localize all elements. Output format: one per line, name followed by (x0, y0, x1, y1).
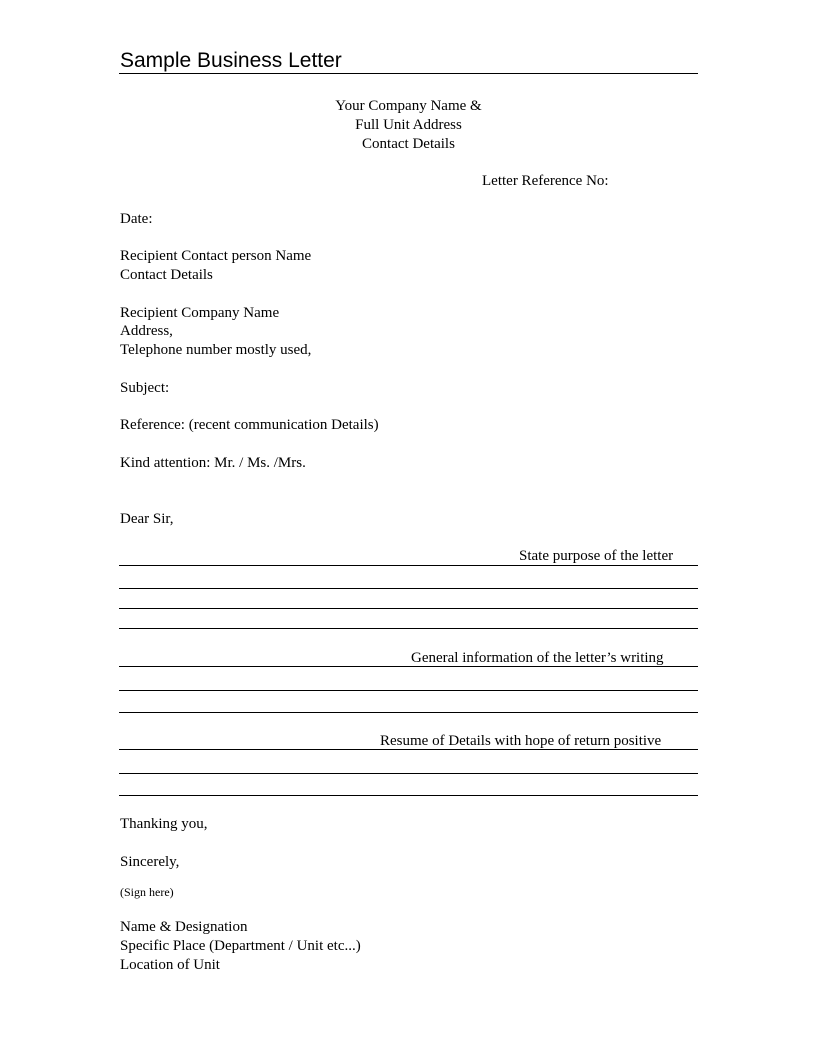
body-rule (119, 608, 698, 609)
document-title: Sample Business Letter (120, 49, 342, 72)
recipient-name: Recipient Contact person Name (120, 248, 312, 264)
salutation: Dear Sir, (120, 511, 174, 527)
reference-line: Reference: (recent communication Details) (120, 417, 379, 433)
general-info-label: General information of the letter’s writing (411, 650, 664, 666)
body-rule (119, 690, 698, 691)
recipient-contact: Contact Details (120, 267, 213, 283)
signatory-name: Name & Designation (120, 919, 248, 935)
recipient-address: Address, (120, 323, 173, 339)
thanks-line: Thanking you, (120, 816, 208, 832)
body-rule (119, 666, 698, 667)
purpose-label: State purpose of the letter (519, 548, 674, 564)
body-rule (119, 628, 698, 629)
attention-line: Kind attention: Mr. / Ms. /Mrs. (120, 455, 306, 471)
body-rule (119, 588, 698, 589)
company-name-line: Your Company Name & (335, 98, 482, 114)
recipient-telephone: Telephone number mostly used, (120, 342, 312, 358)
recipient-company: Recipient Company Name (120, 305, 280, 321)
signatory-location: Location of Unit (120, 957, 220, 973)
body-rule (119, 749, 698, 750)
body-rule (119, 795, 698, 796)
date-line: Date: (120, 211, 153, 227)
company-contact-line: Contact Details (362, 136, 455, 152)
letter-reference-no: Letter Reference No: (482, 173, 609, 189)
sign-here: (Sign here) (120, 885, 174, 899)
signatory-place: Specific Place (Department / Unit etc...) (120, 938, 361, 954)
company-address-line: Full Unit Address (355, 117, 462, 133)
body-rule (119, 565, 698, 566)
sincerely-line: Sincerely, (120, 854, 180, 870)
resume-label: Resume of Details with hope of return positive (380, 733, 662, 749)
body-rule (119, 712, 698, 713)
subject-line: Subject: (120, 380, 170, 396)
title-underline (119, 73, 698, 74)
body-rule (119, 773, 698, 774)
